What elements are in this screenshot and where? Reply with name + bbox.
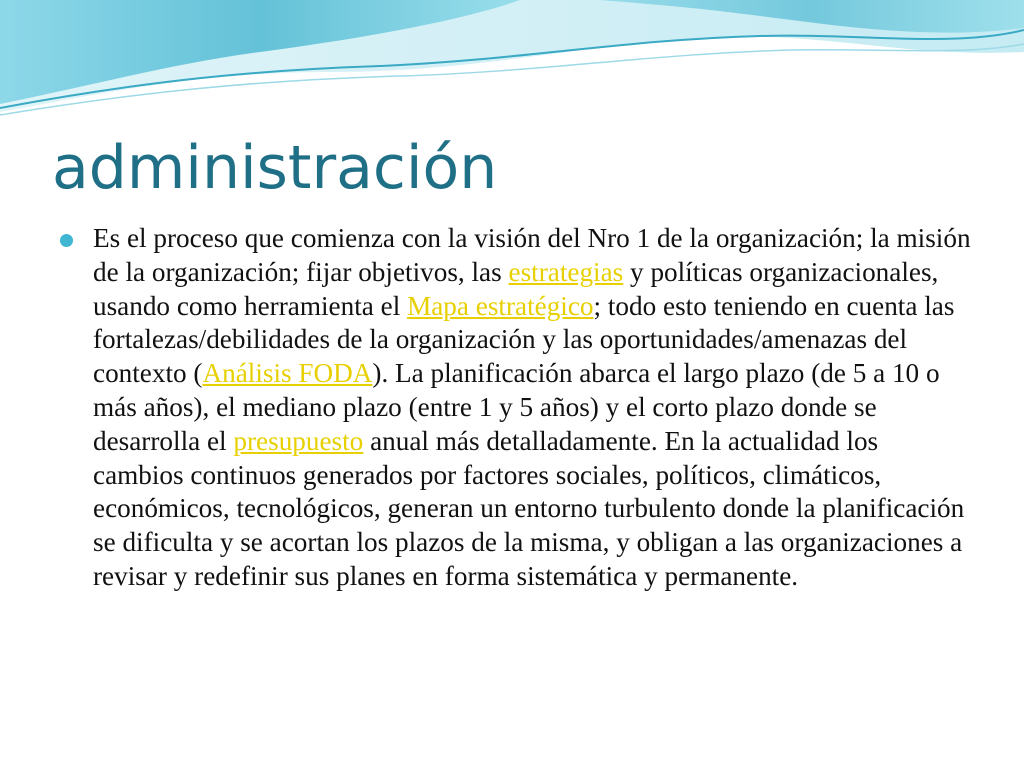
text-part-3: ; todo esto teniendo en cuenta las fortalezas/debilidades de la organización y las oportunidades/amenazas del contexto ( bbox=[93, 290, 955, 389]
link-estrategias[interactable]: estrategias bbox=[508, 256, 624, 287]
link-presupuesto[interactable]: presupuesto bbox=[233, 425, 364, 456]
text-part-2: y políticas organizacionales, usando como herramienta el bbox=[93, 256, 939, 321]
link-mapa-estrategico[interactable]: Mapa estratégico bbox=[407, 290, 594, 321]
header-wave-decoration bbox=[0, 0, 1024, 120]
slide-title: administración bbox=[52, 133, 498, 203]
bullet-item bbox=[60, 222, 980, 594]
bullet-icon bbox=[60, 234, 73, 247]
link-analisis-foda[interactable]: Análisis FODA bbox=[202, 358, 373, 389]
text-part-1: Es el proceso que comienza con la visión del Nro 1 de la organización; la misión de la organización; fijar objetivos, las bbox=[93, 223, 971, 287]
text-part-4: ). La planificación abarca el largo plazo (de 5 a 10 o más años), el mediano plazo (entre 1 y 5 años) y el corto plazo donde se desarrolla el bbox=[93, 358, 940, 456]
slide-content bbox=[60, 222, 980, 594]
text-part-5: anual más detalladamente. En la actualidad los cambios continuos generados por factores sociales, políticos, climáticos, económicos, tecnológicos, generan un entorno turbulento donde la planificación se dificulta y se acortan los plazos de la misma, y obligan a las organizaciones a revisar y redefinir sus planes en forma sistemática y permanente. bbox=[93, 425, 965, 591]
bullet-text bbox=[93, 222, 973, 594]
